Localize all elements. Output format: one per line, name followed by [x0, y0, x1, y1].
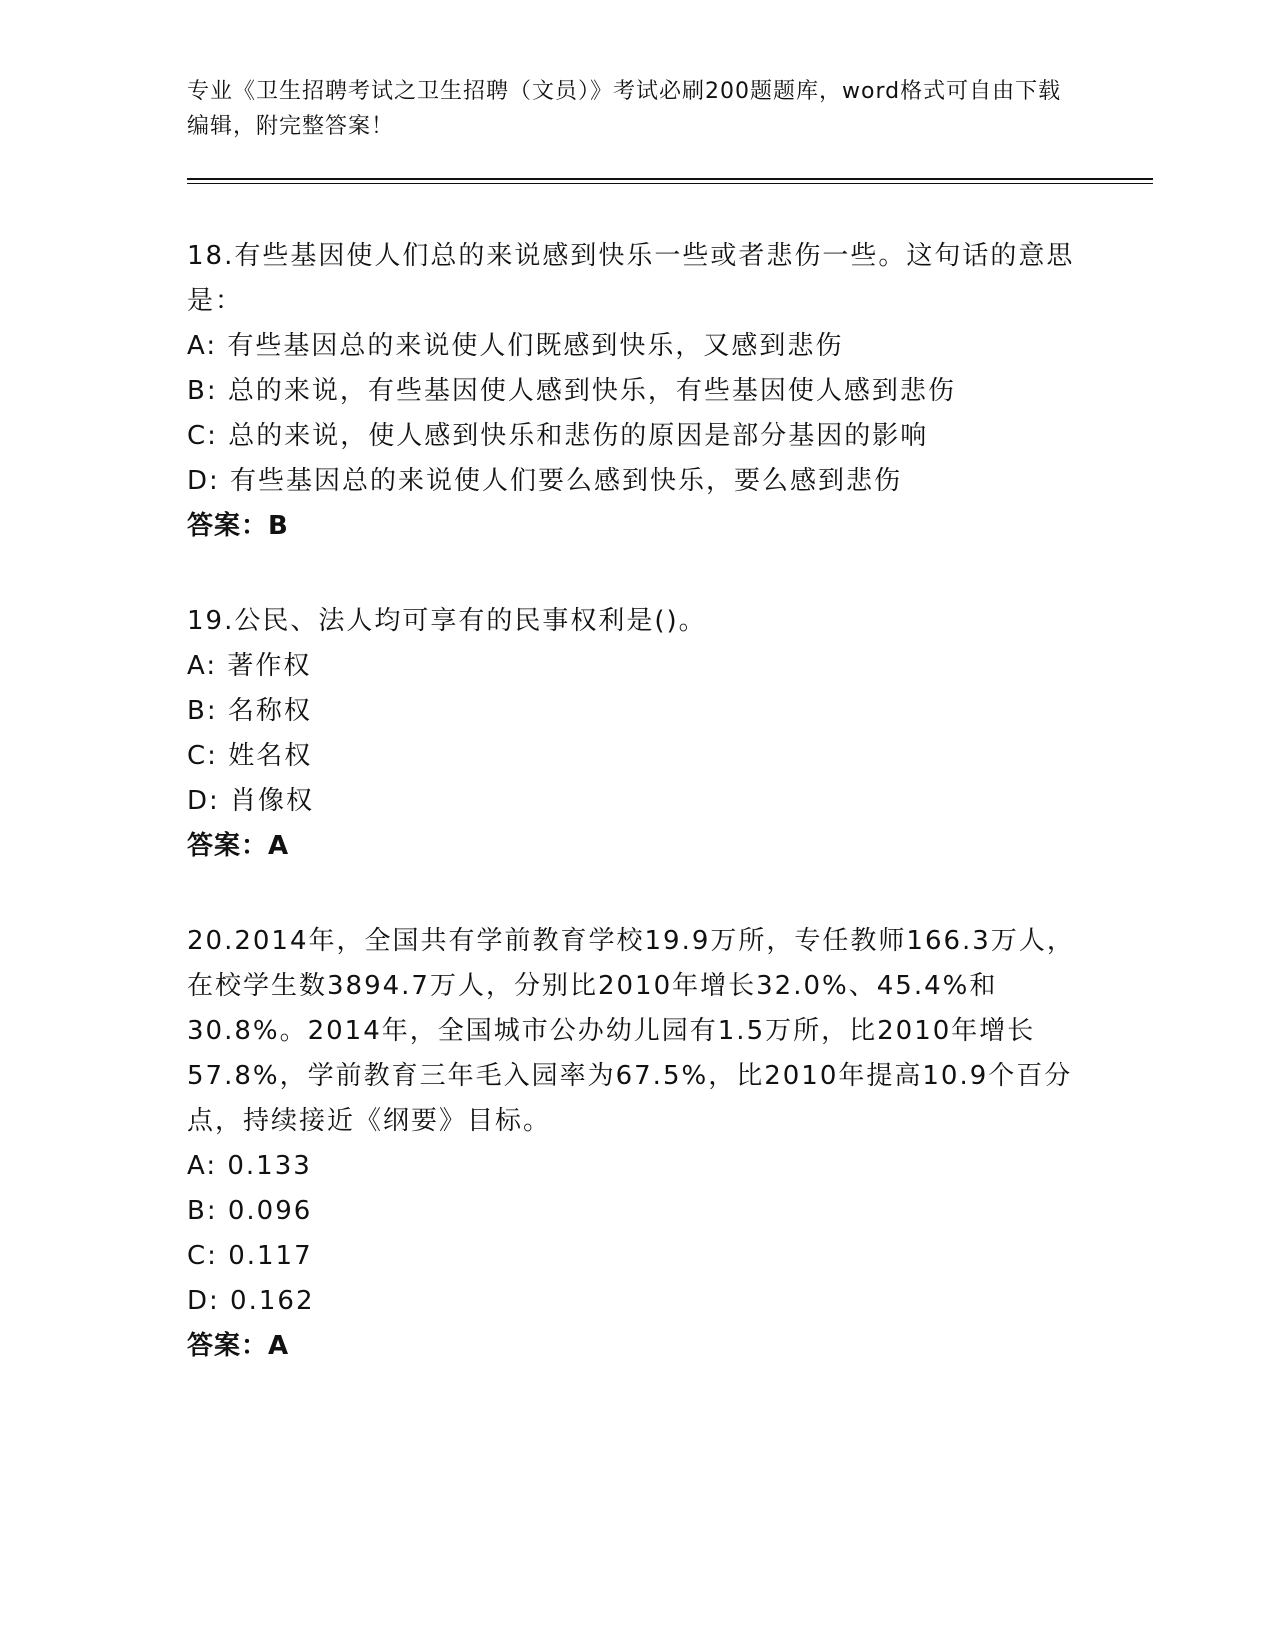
- option-c: [187, 1234, 1087, 1279]
- option-text: 姓名权: [228, 741, 313, 771]
- option-text: 著作权: [227, 651, 312, 681]
- option-key: C:: [187, 1241, 218, 1271]
- option-text: 总的来说，有些基因使人感到快乐，有些基因使人感到悲伤: [227, 376, 956, 406]
- option-key: D:: [187, 466, 220, 496]
- option-d: [187, 779, 1087, 824]
- option-key: A:: [187, 651, 218, 681]
- option-text: 0.162: [230, 1286, 315, 1316]
- option-key: A:: [187, 331, 218, 361]
- option-c: [187, 734, 1087, 779]
- answer-line: 答案：A: [187, 831, 290, 861]
- option-a: [187, 324, 1087, 369]
- option-text: 肖像权: [230, 786, 315, 816]
- option-key: D:: [187, 786, 220, 816]
- option-text: 0.096: [227, 1196, 313, 1226]
- option-key: D:: [187, 1286, 220, 1316]
- question-20: [187, 919, 1087, 1369]
- option-a: [187, 644, 1087, 689]
- question-18: [187, 234, 1087, 549]
- option-c: [187, 414, 1087, 459]
- question-text: 18.有些基因使人们总的来说感到快乐一些或者悲伤一些。这句话的意思是：: [187, 241, 1075, 316]
- question-text: 20.2014年，全国共有学前教育学校19.9万所，专任教师166.3万人，在校学生数3894.7万人，分别比2010年增长32.0%、45.4%和30.8%。2014年，全国城市公办幼儿园有1.5万所，比2010年增长57.8%，学前教育三年毛入园率为67.5%，比2010年提高10.9个百分点，持续接近《纲要》目标。: [187, 926, 1075, 1136]
- option-text: 0.117: [228, 1241, 313, 1271]
- option-b: [187, 689, 1087, 734]
- option-b: [187, 369, 1087, 414]
- question-list: [187, 234, 1087, 1419]
- option-text: 0.133: [227, 1151, 312, 1181]
- option-text: 有些基因总的来说使人们要么感到快乐，要么感到悲伤: [230, 466, 903, 496]
- option-text: 名称权: [227, 696, 312, 726]
- answer-line: 答案：B: [187, 511, 289, 541]
- header-divider-thick: [187, 178, 1153, 180]
- option-key: B:: [187, 376, 218, 406]
- question-19: [187, 599, 1087, 869]
- question-text: 19.公民、法人均可享有的民事权利是()。: [187, 606, 707, 636]
- option-text: 总的来说，使人感到快乐和悲伤的原因是部分基因的影响: [228, 421, 929, 451]
- option-d: [187, 1279, 1087, 1324]
- option-key: B:: [187, 1196, 218, 1226]
- option-text: 有些基因总的来说使人们既感到快乐，又感到悲伤: [227, 331, 844, 361]
- option-key: A:: [187, 1151, 218, 1181]
- option-a: [187, 1144, 1087, 1189]
- answer-line: 答案：A: [187, 1331, 290, 1361]
- option-key: B:: [187, 696, 218, 726]
- document-header: 专业《卫生招聘考试之卫生招聘（文员）》考试必刷200题题库，word格式可自由下载编辑，附完整答案！: [187, 79, 1062, 139]
- option-key: C:: [187, 741, 218, 771]
- header-divider-thin: [187, 183, 1153, 184]
- option-b: [187, 1189, 1087, 1234]
- option-d: [187, 459, 1087, 504]
- option-key: C:: [187, 421, 218, 451]
